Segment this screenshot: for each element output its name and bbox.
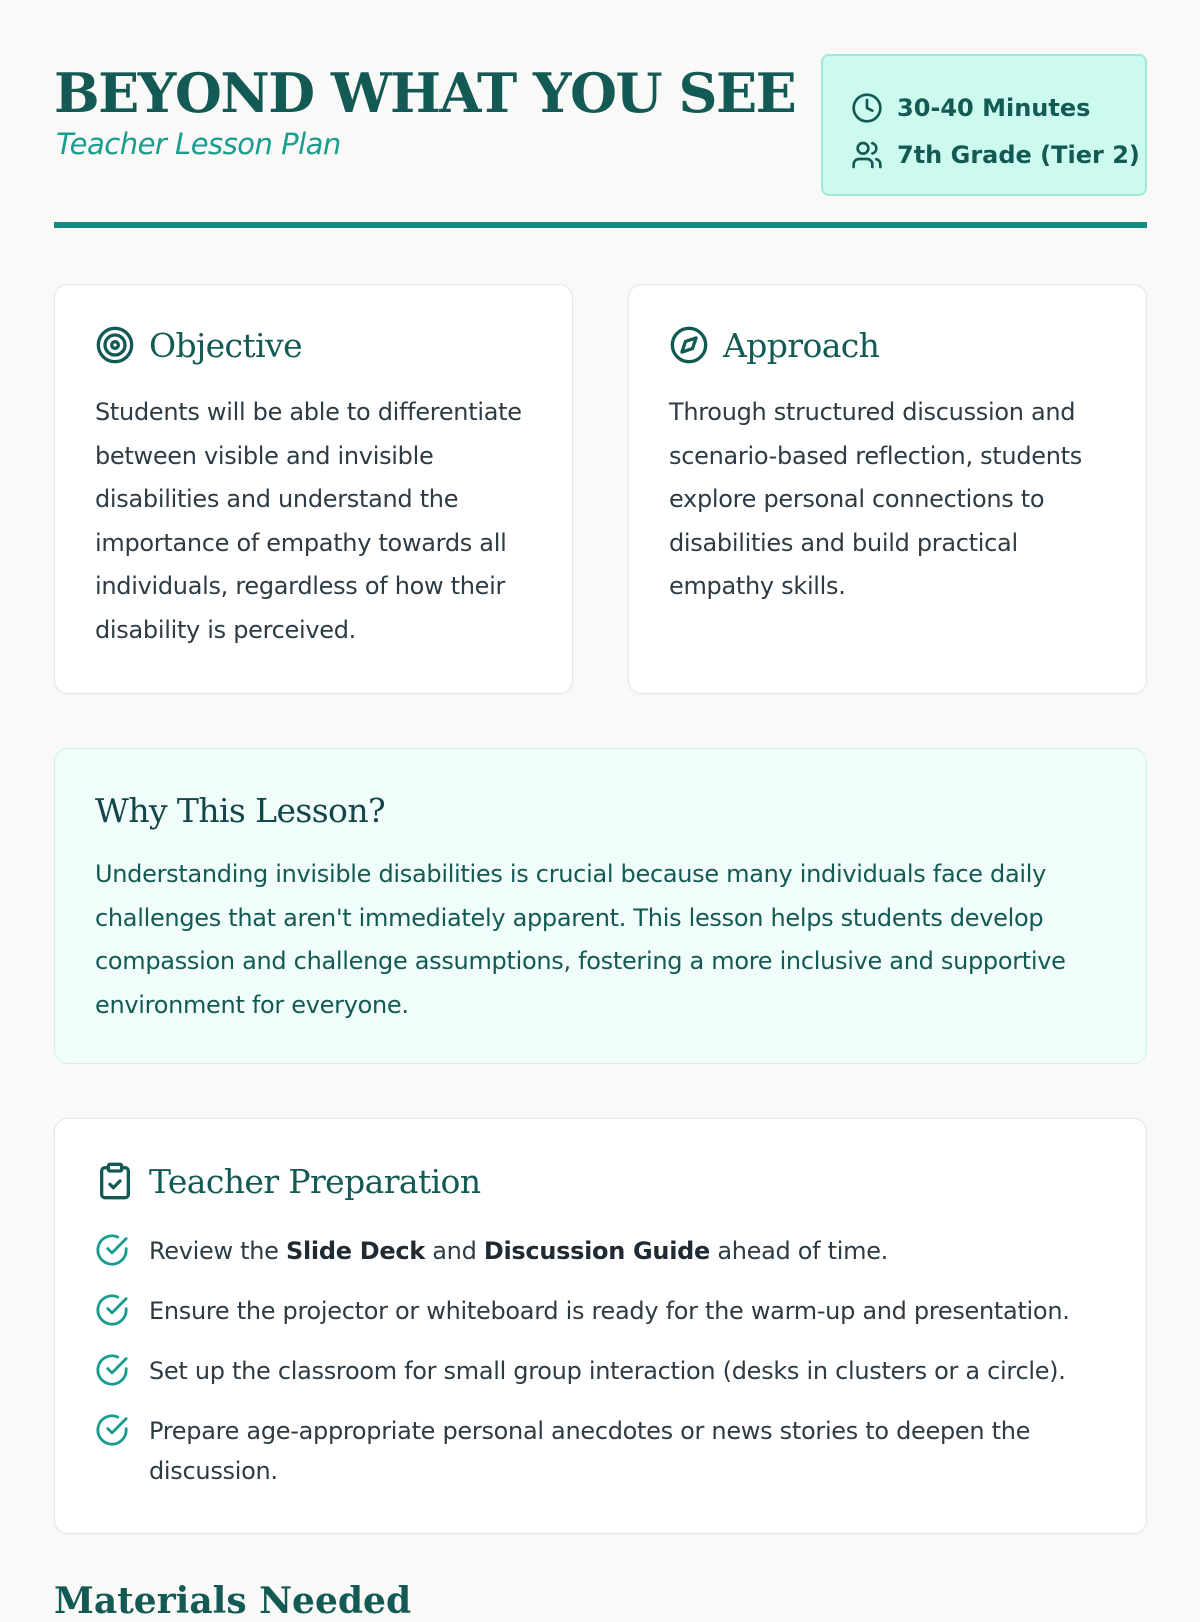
prep-checklist [95,1231,1105,1511]
page-subtitle: Teacher Lesson Plan [56,127,341,161]
page-header [54,54,1147,194]
approach-text: Through structured discussion and scenario-based reflection, students explore personal connections to disabilities and build practical empathy skills. [669,398,1082,600]
teacher-preparation-card [54,1118,1147,1534]
why-text: Understanding invisible disabilities is crucial because many individuals face daily challenges that aren't immediately apparent. This lesson helps students develop compassion and challenge assumptions, fostering a more inclusive and supportive environment for everyone. [95,860,1066,1019]
approach-title: Approach [723,325,880,365]
prep-item-text: Set up the classroom for small group interaction (desks in clusters or a circle). [149,1357,1066,1385]
approach-header [669,325,879,365]
lesson-meta-box [821,54,1147,196]
objective-title: Objective [149,325,303,365]
prep-item-text: Ensure the projector or whiteboard is ready for the warm-up and presentation. [149,1297,1070,1325]
check-circle-icon [95,1233,129,1267]
approach-card [628,284,1147,694]
objective-card [54,284,573,694]
check-circle-icon [95,1353,129,1387]
check-circle-icon [95,1413,129,1447]
duration-text: 30-40 Minutes [897,93,1091,122]
list-item [95,1291,1105,1331]
users-icon [851,139,883,171]
list-item [95,1231,1105,1271]
check-circle-icon [95,1293,129,1327]
discussion-guide-emphasis: Discussion Guide [483,1237,711,1265]
clock-icon [851,92,883,124]
prep-item-text [149,1231,888,1271]
header-divider [54,222,1147,228]
prep-item-text: Prepare age-appropriate personal anecdotes or news stories to deepen the discussion. [149,1417,1031,1485]
grade-text: 7th Grade (Tier 2) [897,140,1140,169]
why-this-lesson-callout [54,748,1147,1064]
objective-text: Students will be able to differentiate between visible and invisible disabilities and understand the importance of empathy towards all individuals, regardless of how their disability is perceived. [95,398,522,644]
materials-heading: Materials Needed [54,1580,412,1622]
list-item [95,1351,1105,1391]
slide-deck-emphasis: Slide Deck [285,1237,425,1265]
compass-icon [669,325,709,365]
duration-row [851,84,1145,131]
prep-item-text-part: ahead of time. [710,1237,889,1265]
clipboard-check-icon [95,1161,135,1201]
prep-item-text-part: and [424,1237,484,1265]
objective-header [95,325,302,365]
prep-item-text-part: Review the [149,1237,286,1265]
list-item [95,1411,1105,1491]
grade-row [851,131,1145,178]
prep-title: Teacher Preparation [149,1161,481,1201]
prep-header [95,1161,480,1201]
why-title: Why This Lesson? [95,791,386,830]
target-icon [95,325,135,365]
page-title: BEYOND WHAT YOU SEE [54,61,796,125]
